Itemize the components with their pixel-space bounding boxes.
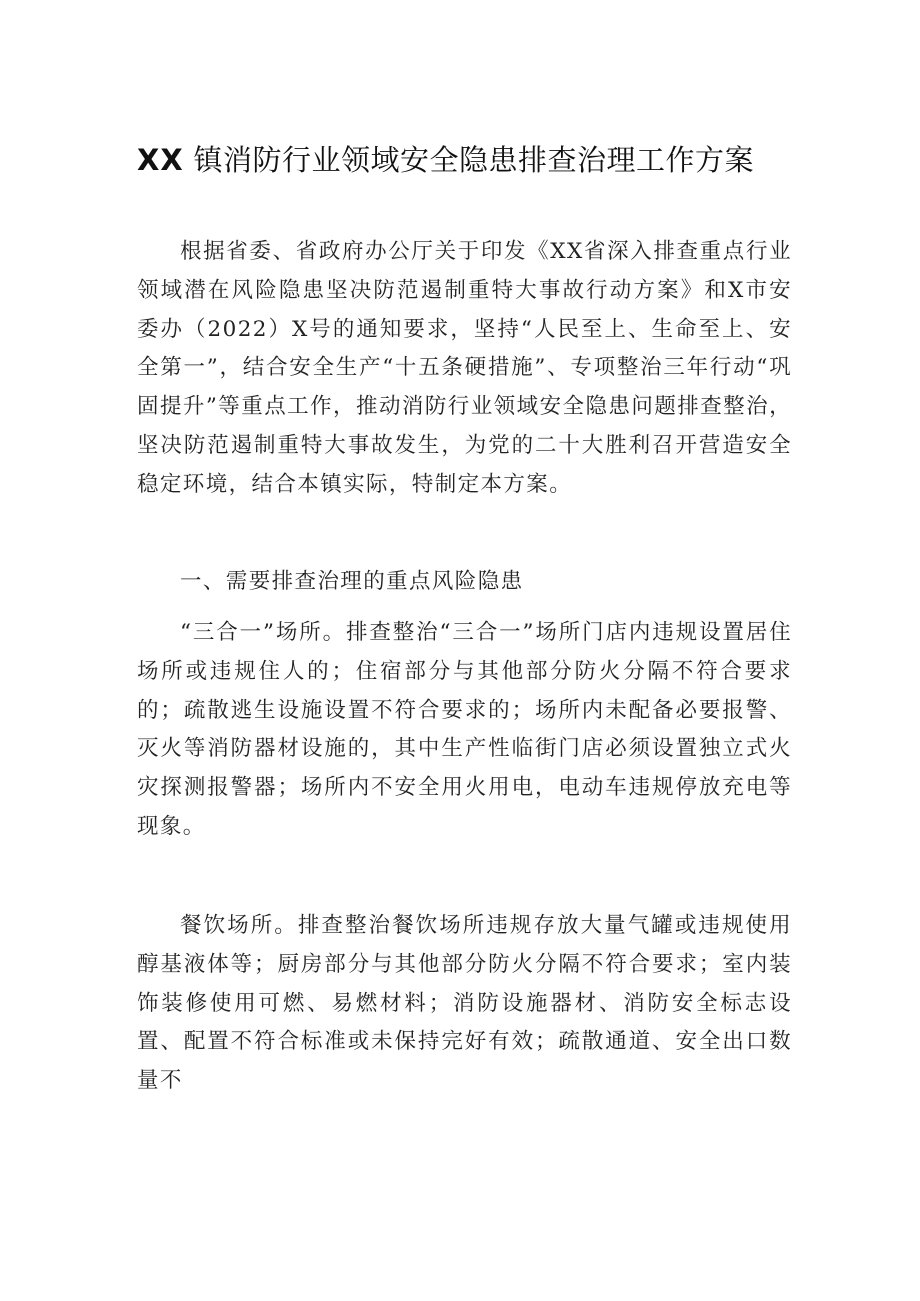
paragraph-catering: 餐饮场所。排查整治餐饮场所违规存放大量气罐或违规使用醇基液体等；厨房部分与其他部分防火分隔不符合要求；室内装饰装修使用可燃、易燃材料；消防设施器材、消防安全标志设置、配置不符合标准或未保持完好有效；疏散通道、安全出口数量不 <box>137 913 792 1094</box>
section-heading: 一、需要排查治理的重点风险隐患 <box>180 569 524 594</box>
paragraph-sanheyi: “三合一”场所。排查整治“三合一”场所门店内违规设置居住场所或违规住人的；住宿部分与其他部分防火分隔不符合要求的；疏散逃生设施设置不符合要求的；场所内未配备必要报警、灭火等消防器材设施的，其中生产性临街门店必须设置独立式火灾探测报警器；场所内不安全用火用电，电动车违规停放充电等现象。 <box>137 620 792 839</box>
title-prefix: XX <box>137 143 184 177</box>
title-text: 镇消防行业领域安全隐患排查治理工作方案 <box>193 143 754 177</box>
document-title <box>137 138 797 182</box>
intro-paragraph: 根据省委、省政府办公厅关于印发《XX省深入排查重点行业领域潜在风险隐患坚决防范遏制重特大事故行动方案》和X市安委办（2022）X号的通知要求，坚持“人民至上、生命至上、安全第一”，结合安全生产“十五条硬措施”、专项整治三年行动“巩固提升”等重点工作，推动消防行业领域安全隐患问题排查整治，坚决防范遏制重特大事故发生，为党的二十大胜利召开营造安全稳定环境，结合本镇实际，特制定本方案。 <box>137 239 792 497</box>
